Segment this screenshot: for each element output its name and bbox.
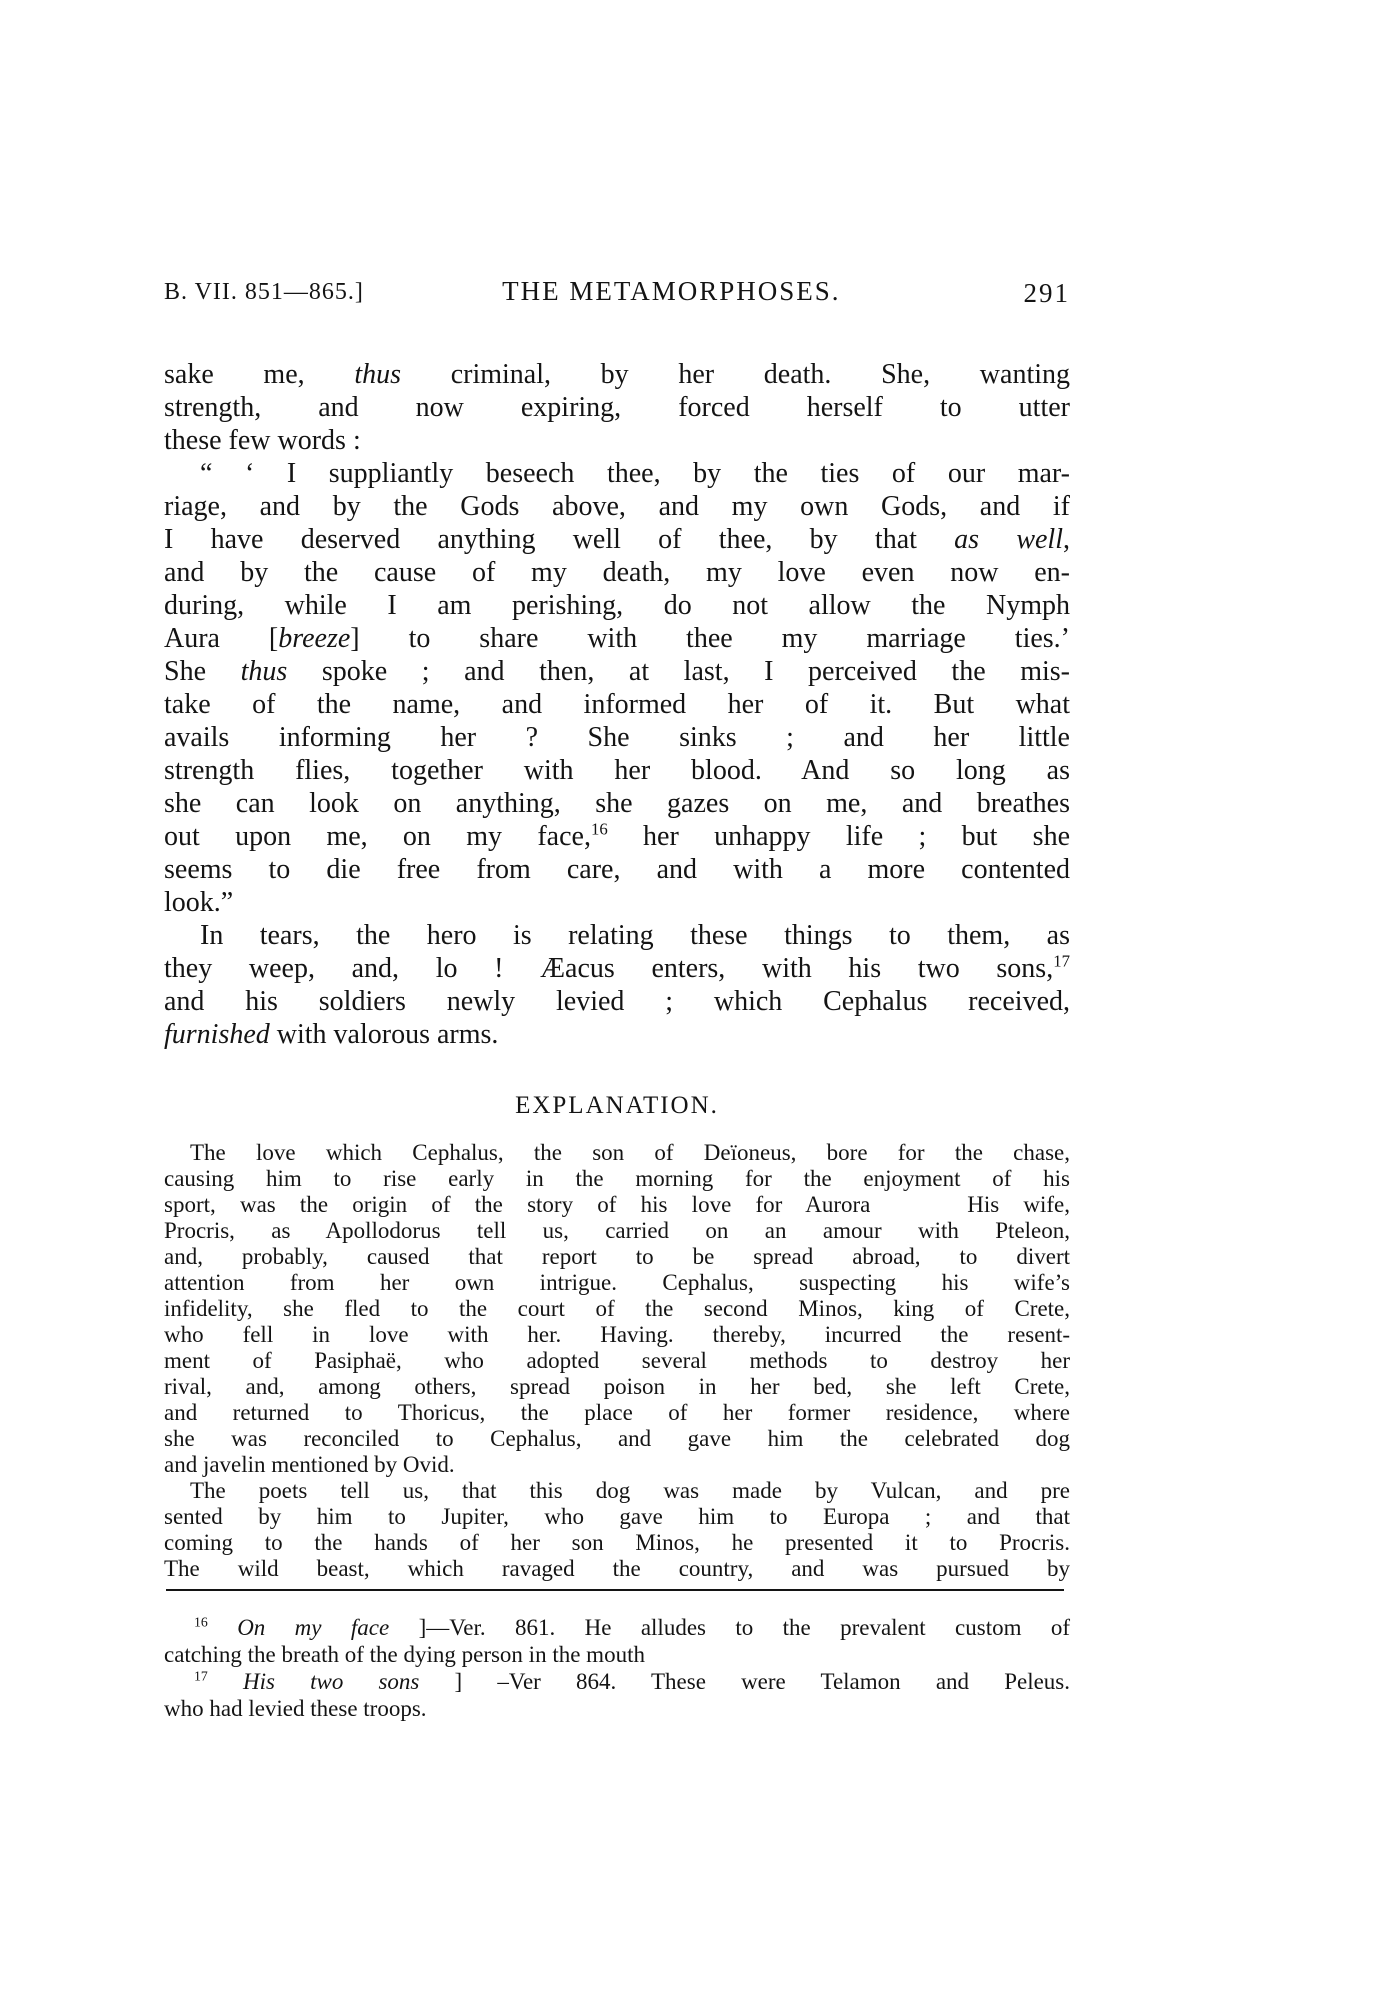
- text-line: [164, 1192, 1070, 1218]
- text-segment: [208, 1615, 237, 1640]
- text-line: [164, 1018, 1070, 1051]
- footnote-ref: 17: [1053, 951, 1070, 971]
- text-segment: her unhappy life ; but she: [607, 821, 1070, 852]
- text-segment: On my face: [237, 1615, 390, 1640]
- text-line: [164, 655, 1070, 688]
- text-segment: thus: [240, 656, 288, 687]
- explanation-heading: EXPLANATION.: [515, 1092, 719, 1119]
- text-line: [164, 754, 1070, 787]
- text-segment: and his soldiers newly levied ; which Cephalus received,: [164, 986, 1070, 1017]
- explanation-text: [164, 1140, 1070, 1582]
- text-segment: and, probably, caused that report to be spread abroad, to divert: [164, 1244, 1070, 1269]
- text-line: [164, 1348, 1070, 1374]
- text-line: [164, 1426, 1070, 1452]
- text-segment: The wild beast, which ravaged the country, and was pursued by: [164, 1556, 1070, 1581]
- text-line: [164, 523, 1070, 556]
- text-segment: In tears, the hero is relating these things to them, as: [200, 920, 1070, 951]
- text-segment: who had levied these troops.: [164, 1696, 427, 1721]
- text-segment: [208, 1669, 243, 1694]
- text-line: [164, 952, 1070, 985]
- text-line: [164, 1218, 1070, 1244]
- text-segment: sented by him to Jupiter, who gave him to Europa ; and that: [164, 1504, 1070, 1529]
- text-line: [164, 1322, 1070, 1348]
- text-segment: Procris, as Apollodorus tell us, carried on an amour with Pteleon,: [164, 1218, 1070, 1243]
- text-line: [164, 1504, 1070, 1530]
- text-segment: She: [164, 656, 241, 687]
- text-line: [164, 622, 1070, 655]
- text-line: [164, 721, 1070, 754]
- text-segment: infidelity, she fled to the court of the second Minos, king of Crete,: [164, 1296, 1070, 1321]
- text-segment: catching the breath of the dying person in the mouth: [164, 1642, 645, 1667]
- text-segment: with valorous arms.: [269, 1019, 499, 1050]
- text-line: [164, 1296, 1070, 1322]
- text-segment: “ ‘ I suppliantly beseech thee, by the ties of our mar-: [200, 458, 1070, 489]
- text-segment: thus: [354, 359, 402, 390]
- text-segment: strength flies, together with her blood. And so long as: [164, 755, 1070, 786]
- footnote-ref: 16: [194, 1614, 208, 1630]
- text-segment: she was reconciled to Cephalus, and gave him the celebrated dog: [164, 1426, 1070, 1451]
- footnote-ref: 16: [590, 819, 608, 839]
- text-line: [164, 358, 1070, 391]
- header-page-number: 291: [1023, 278, 1070, 308]
- text-segment: attention from her own intrigue. Cephalus, suspecting his wife’s: [164, 1270, 1070, 1295]
- text-line: [164, 1270, 1070, 1296]
- body-text: [164, 358, 1070, 1051]
- text-line: [164, 1695, 1070, 1722]
- footnote-ref: 17: [194, 1668, 208, 1684]
- text-line: [164, 457, 1070, 490]
- header-book-ref: B. VII. 851—865.]: [164, 279, 364, 305]
- text-segment: as well: [954, 524, 1063, 555]
- footnotes: [164, 1614, 1070, 1722]
- footnote-divider: [166, 1589, 1064, 1592]
- text-segment: criminal, by her death. She, wanting: [401, 359, 1070, 390]
- text-line: [164, 853, 1070, 886]
- text-segment: ] –Ver 864. These were Telamon and Peleus.: [419, 1669, 1070, 1694]
- text-line: [164, 688, 1070, 721]
- text-segment: rival, and, among others, spread poison in her bed, she left Crete,: [164, 1374, 1070, 1399]
- text-segment: ment of Pasiphaë, who adopted several methods to destroy her: [164, 1348, 1070, 1373]
- text-segment: Aura [: [164, 623, 279, 654]
- text-line: [164, 1478, 1070, 1504]
- text-segment: ,: [1063, 524, 1070, 555]
- text-line: [164, 391, 1070, 424]
- text-segment: ] to share with thee my marriage ties.’: [350, 623, 1070, 654]
- text-line: [164, 1166, 1070, 1192]
- text-line: [164, 1641, 1070, 1668]
- text-segment: they weep, and, lo ! Æacus enters, with his two sons,: [164, 953, 1054, 984]
- text-line: [164, 556, 1070, 589]
- text-line: [164, 1140, 1070, 1166]
- text-segment: breeze: [278, 623, 351, 654]
- text-line: [164, 424, 1070, 457]
- text-segment: these few words :: [164, 425, 361, 456]
- text-line: [164, 490, 1070, 523]
- text-segment: coming to the hands of her son Minos, he presented it to Procris.: [164, 1530, 1070, 1555]
- text-segment: during, while I am perishing, do not allow the Nymph: [164, 590, 1070, 621]
- text-line: [164, 1244, 1070, 1270]
- text-segment: strength, and now expiring, forced herself to utter: [164, 392, 1070, 423]
- text-segment: take of the name, and informed her of it. But what: [164, 689, 1070, 720]
- text-line: [164, 1668, 1070, 1695]
- text-segment: I have deserved anything well of thee, by that: [164, 524, 955, 555]
- text-segment: sport, was the origin of the story of his love for Aurora His wife,: [164, 1192, 1070, 1217]
- text-line: [164, 1374, 1070, 1400]
- text-line: [164, 1530, 1070, 1556]
- text-line: [164, 1556, 1070, 1582]
- text-line: [164, 787, 1070, 820]
- text-line: [164, 820, 1070, 853]
- text-segment: The love which Cephalus, the son of Deïoneus, bore for the chase,: [190, 1140, 1070, 1165]
- text-segment: spoke ; and then, at last, I perceived the mis-: [287, 656, 1070, 687]
- text-line: [164, 1400, 1070, 1426]
- text-line: [164, 1614, 1070, 1641]
- text-segment: The poets tell us, that this dog was made by Vulcan, and pre: [190, 1478, 1070, 1503]
- text-line: [164, 1452, 1070, 1478]
- text-segment: look.”: [164, 887, 234, 918]
- text-line: [164, 886, 1070, 919]
- text-line: [164, 589, 1070, 622]
- text-segment: sake me,: [164, 359, 355, 390]
- header-title: THE METAMORPHOSES.: [502, 276, 841, 306]
- text-segment: causing him to rise early in the morning for the enjoyment of his: [164, 1166, 1070, 1191]
- text-line: [164, 919, 1070, 952]
- text-segment: and by the cause of my death, my love even now en-: [164, 557, 1070, 588]
- text-segment: out upon me, on my face,: [164, 821, 591, 852]
- text-segment: she can look on anything, she gazes on me, and breathes: [164, 788, 1070, 819]
- text-segment: His two sons: [242, 1669, 420, 1694]
- page-header: [164, 276, 1070, 316]
- text-segment: seems to die free from care, and with a more contented: [164, 854, 1070, 885]
- text-line: [164, 985, 1070, 1018]
- text-segment: furnished: [164, 1019, 270, 1050]
- text-segment: and javelin mentioned by Ovid.: [164, 1452, 455, 1477]
- text-segment: ]—Ver. 861. He alludes to the prevalent custom of: [389, 1615, 1071, 1640]
- text-segment: who fell in love with her. Having. thereby, incurred the resent-: [164, 1322, 1070, 1347]
- text-segment: and returned to Thoricus, the place of her former residence, where: [164, 1400, 1070, 1425]
- text-segment: riage, and by the Gods above, and my own Gods, and if: [164, 491, 1070, 522]
- text-segment: avails informing her ? She sinks ; and her little: [164, 722, 1070, 753]
